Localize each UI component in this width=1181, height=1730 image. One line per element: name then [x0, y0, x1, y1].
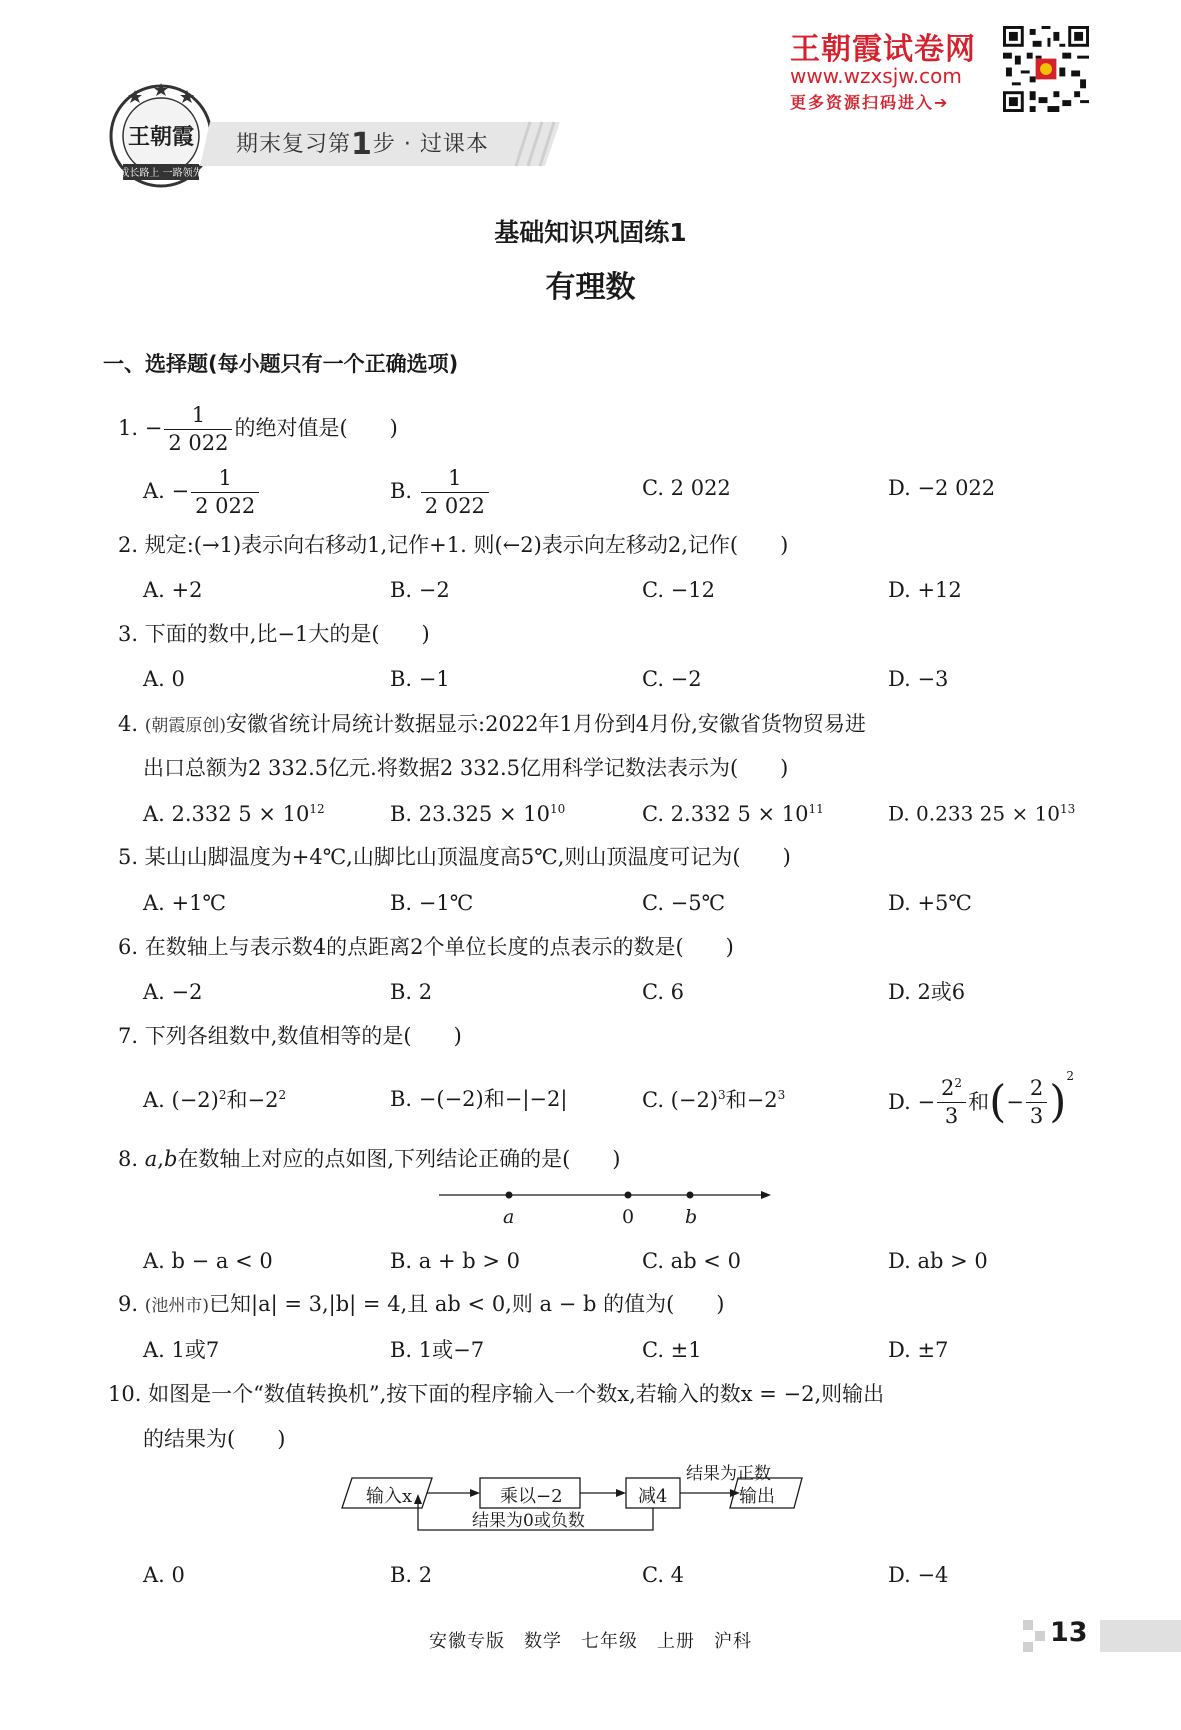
question-5: 5. 某山山脚温度为+4℃,山脚比山顶温度高5℃,则山顶温度可记为( ) [118, 845, 791, 869]
question-10-line2: 的结果为( ) [143, 1427, 286, 1451]
option-8a[interactable]: A. b − a < 0 [143, 1249, 273, 1273]
question-2: 2. 规定:(→1)表示向右移动1,记作+1. 则(←2)表示向左移动2,记作( ) [118, 533, 789, 557]
option-4a[interactable]: A. 2.332 $5 \times 10^{12}$ [143, 802, 325, 826]
option-8b[interactable]: B. a + b > 0 [390, 1249, 520, 1273]
option-5b[interactable]: B. −1℃ [390, 891, 474, 915]
option-1d[interactable]: D. −2 022 [888, 476, 996, 500]
option-2c[interactable]: C. −12 [642, 578, 715, 602]
option-3c[interactable]: C. −2 [642, 667, 702, 691]
page-number: 13 [1050, 1617, 1088, 1648]
flow-step2-label: 减4 [638, 1486, 668, 1507]
page-subtitle: 有理数 [545, 270, 636, 305]
option-2a[interactable]: A. +2 [143, 578, 203, 602]
option-5a[interactable]: A. +1℃ [143, 891, 226, 915]
option-6d[interactable]: D. 2或6 [888, 980, 966, 1004]
option-6a[interactable]: A. −2 [143, 980, 203, 1004]
fraction: $\frac{1}{2 022}$ [164, 404, 232, 455]
option-9c[interactable]: C. ±1 [642, 1338, 702, 1362]
option-3d[interactable]: D. −3 [888, 667, 949, 691]
brand-url[interactable]: www.wzxsjw.com [790, 64, 962, 88]
question-4-line2: 出口总额为2 332.5亿元.将数据2 332.5亿用科学记数法表示为( ) [143, 756, 789, 780]
question-9: 9. (池州市)已知|a| = 3,|b| = 4,且 ab < 0,则 a − b 的值为( ) [118, 1292, 725, 1316]
logo-text: 王朝霞 [127, 124, 195, 150]
brand-scan-hint: 更多资源扫码进入➔ [790, 93, 950, 112]
option-8d[interactable]: D. ab > 0 [888, 1249, 988, 1273]
flow-output-label: 输出 [739, 1486, 775, 1507]
option-10c[interactable]: C. 4 [642, 1563, 685, 1587]
brand-title: 王朝霞试卷网 [790, 32, 976, 67]
banner-title: 期末复习第1步 · 过课本 [236, 127, 489, 162]
question-3: 3. 下面的数中,比−1大的是( ) [118, 622, 430, 646]
option-2b[interactable]: B. −2 [390, 578, 450, 602]
label-a: a [503, 1206, 515, 1228]
point-b [687, 1192, 694, 1199]
label-b: b [685, 1206, 698, 1228]
option-10d[interactable]: D. −4 [888, 1563, 949, 1587]
option-8c[interactable]: C. ab < 0 [642, 1249, 741, 1273]
label-zero: 0 [622, 1206, 635, 1228]
question-4: 4. (朝霞原创)安徽省统计局统计数据显示:2022年1月份到4月份,安徽省货物贸易进 [118, 712, 866, 736]
number-line-figure [435, 1183, 775, 1233]
option-7d[interactable]: D. − $\frac{2^2}{3}$ 和(− $\frac{2}{3}$ )$^2$ [888, 1069, 1075, 1128]
option-4c[interactable]: C. 2.332 $5 \times 10^{11}$ [642, 802, 824, 826]
svg-text:成长路上 一路领先: 成长路上 一路领先 [119, 168, 203, 179]
flowchart-figure [340, 1470, 860, 1550]
option-2d[interactable]: D. +12 [888, 578, 962, 602]
question-1: 1. − $\frac{1}{2 022}$ 的绝对值是( ) [118, 403, 398, 456]
option-10a[interactable]: A. 0 [143, 1563, 185, 1587]
option-5c[interactable]: C. −5℃ [642, 891, 726, 915]
point-a [506, 1192, 513, 1199]
option-6c[interactable]: C. 6 [642, 980, 685, 1004]
flow-positive-label: 结果为正数 [686, 1464, 771, 1484]
section-heading: 一、选择题(每小题只有一个正确选项) [103, 352, 459, 376]
flow-loop-label: 结果为0或负数 [472, 1511, 585, 1531]
page-footer: 安徽专版 数学 七年级 上册 沪科 [429, 1631, 752, 1652]
option-7b[interactable]: B. −(−2)和−|−2| [390, 1087, 568, 1111]
option-1a[interactable]: A. − $\frac{1}{2 022}$ [143, 467, 261, 518]
page-number-bar [1100, 1620, 1181, 1652]
flow-input-label: 输入x [366, 1486, 413, 1507]
page-title: 基础知识巩固练1 [494, 218, 687, 247]
option-5d[interactable]: D. +5℃ [888, 891, 972, 915]
question-6: 6. 在数轴上与表示数4的点距离2个单位长度的点表示的数是( ) [118, 935, 734, 959]
option-9b[interactable]: B. 1或−7 [390, 1338, 485, 1362]
option-1b[interactable]: B. $\frac{1}{2 022}$ [390, 467, 491, 518]
option-1c[interactable]: C. 2 022 [642, 476, 731, 500]
option-9a[interactable]: A. 1或7 [143, 1338, 220, 1362]
option-4b[interactable]: B. $23.325 \times 10^{10}$ [390, 802, 566, 826]
option-7c[interactable]: C. $(-2)^3$和$-2^3$ [642, 1088, 786, 1112]
option-4d[interactable]: D. 0.233 $25 \times 10^{13}$ [888, 801, 1076, 826]
page-corner-decoration [1023, 1620, 1047, 1652]
question-7: 7. 下列各组数中,数值相等的是( ) [118, 1024, 462, 1048]
point-zero [625, 1192, 632, 1199]
option-7a[interactable]: A. $(-2)^2$和$-2^2$ [143, 1088, 287, 1112]
question-8: 8. a,b在数轴上对应的点如图,下列结论正确的是( ) [118, 1147, 621, 1171]
flow-step1-label: 乘以−2 [500, 1486, 563, 1507]
question-10: 10. 如图是一个“数值转换机”,按下面的程序输入一个数x,若输入的数x = −2,则输出 [108, 1382, 885, 1406]
option-10b[interactable]: B. 2 [390, 1563, 433, 1587]
qr-code-icon[interactable] [1003, 26, 1089, 112]
option-3a[interactable]: A. 0 [143, 667, 185, 691]
option-3b[interactable]: B. −1 [390, 667, 450, 691]
option-9d[interactable]: D. ±7 [888, 1338, 949, 1362]
option-6b[interactable]: B. 2 [390, 980, 433, 1004]
